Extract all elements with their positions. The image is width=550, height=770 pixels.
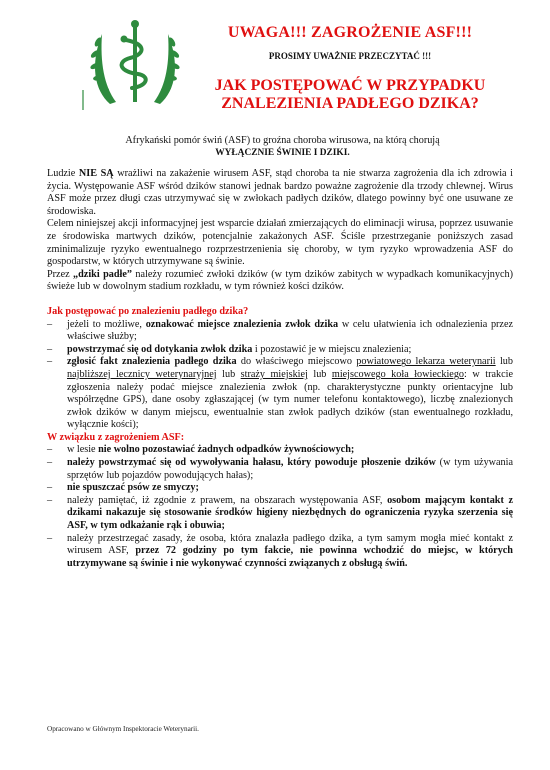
main-content [47,168,513,570]
list-item [47,495,513,533]
text-underlined: powiatowego lekarza weterynarii [356,356,496,368]
text: (w tym używania sprzętów lub pojazdów powodujących hałas); [67,457,513,481]
text-underlined: straży miejskiej [240,368,308,380]
dash-bullet: – [47,318,53,330]
text-bold: nie wolno pozostawiać żadnych odpadków żywnościowych; [98,444,355,456]
read-carefully-subtitle: PROSIMY UWAŻNIE PRZECZYTAĆ !!! [268,51,432,61]
section-heading-what-to-do: Jak postępować po znalezieniu padłego dzika? [47,305,249,317]
text-underlined: miejscowego koła łowieckiego [331,368,465,380]
text-underlined: najbliższej lecznicy weterynaryjnej [67,368,217,380]
text: lub [495,356,513,368]
text: lub [216,368,241,380]
list-item [47,482,513,495]
text: jeżeli to możliwe, [67,318,146,330]
text: lub [307,368,332,380]
text-bold: oznakować miejsce znalezienia zwłok dzika [145,318,339,330]
text-bold: zgłosić fakt znalezienia padłego dzika [67,356,237,368]
dash-bullet: – [47,532,53,544]
text-bold: nie spuszczać psów ze smyczy; [67,482,199,494]
list-item [47,319,513,344]
dash-bullet: – [47,457,53,469]
question-line-1: JAK POSTĘPOWAĆ W PRZYPADKU [214,77,486,94]
list-item [47,344,513,357]
paragraph-dead-boar-definition [47,269,513,294]
section-heading-asf-threat: W związku z zagrożeniem ASF: [47,431,185,443]
intro-paragraph [55,134,510,160]
dash-bullet: – [47,343,53,355]
text: do właściwego miejscowo [236,356,357,368]
what-to-do-list [47,319,513,432]
intro-line-1: Afrykański pomór świń (ASF) to groźna choroba wirusowa, na którą chorują [125,135,440,146]
list-item [47,533,513,571]
list-item [47,356,513,432]
asf-threat-list [47,444,513,570]
warning-title: UWAGA!!! ZAGROŻENIE ASF!!! [227,24,473,41]
paragraph-humans-not-susceptible [47,168,513,218]
text: należy przestrzegać zasady, że osoba, która znalazła padłego dzika, a tym samym mogła mieć kontakt z wirusem ASF, [67,532,513,557]
text: : w trakcie zgłoszenia należy podać miejsce znalezienia zwłok (np. charakterystyczne punkty orientacyjne lub współrzędne GPS), dane osoby zgłaszającej (w tym numer telefonu kontaktowego), liczbę znalezionych zwłok dzików w danym miejscu, ewentualnie stan zwłok padłych dzików (stan ewentualnego rozkładu, wyłącznie kości); [67,368,513,431]
dash-bullet: – [47,494,53,506]
paragraph-campaign-goal: Celem niniejszej akcji informacyjnej jest wsparcie działań zmierzających do eliminacji wirusa, poprzez usuwanie ze środowiska martwych dzików, potencjalnie zakażonych ASF. Ściśle przestrzeganie poniższych zasad zminimalizuje ryzyko ewentualnego rozprzestrzenienia się choroby, w tym ryzyko wprowadzenia ASF do gospodarstw, w których utrzymywane są świnie. [47,218,513,268]
question-line-2: ZNALEZIENIA PADŁEGO DZIKA? [221,95,479,112]
footer-credit: Opracowano w Głównym Inspektoracie Weterynarii. [47,725,199,733]
text: wrażliwi na zakażenie wirusem ASF, stąd choroba ta nie stwarza zagrożenia dla ich zdrowia i życia. Występowanie ASF wśród dzików stanowi jednak bardzo poważne zagrożenie dla trzody chlewnej. Wirus ASF może przez długi czas utrzymywać się w zwłokach padłych dzików, dlatego powinny być one usuwane ze środowiska. [47,168,514,217]
text: należy rozumieć zwłoki dzików (w tym dzików zabitych w wypadkach komunikacyjnych) świeże lub w dowolnym stadium rozkładu, w tym również kości dzików. [47,268,513,293]
main-question-heading [190,77,510,113]
dash-bullet: – [47,482,53,494]
list-item [47,457,513,482]
text: w lesie [67,444,99,456]
text: i pozostawić je w miejscu znalezienia; [252,343,412,355]
intro-line-2: WYŁĄCZNIE ŚWINIE I DZIKI. [215,148,350,158]
text: w celu ułatwienia ich odnalezienia przez właściwe służby; [67,318,514,343]
text-bold: osobom mającym kontakt z dzikami nakazuje się stosowanie środków higieny niezbędnych do ograniczenia ryzyka szerzenia się ASF, w tym odkażanie rąk i obuwia; [67,494,513,532]
text: Przez [47,268,74,280]
list-item [47,444,513,457]
text-bold: NIE SĄ [78,168,114,179]
dash-bullet: – [47,444,53,456]
veterinary-logo-icon [80,12,190,112]
text-bold: należy powstrzymać się od wywoływania hałasu, który powoduje płoszenie dzików [67,457,436,469]
text-bold: powstrzymać się od dotykania zwłok dzika [67,343,253,355]
text-bold: „dziki padłe” [73,268,132,280]
text-bold: przez 72 godziny po tym fakcie, nie powinna wchodzić do miejsc, w których utrzymywane są świnie i nie wykonywać czynności związanych z obsługą świń. [67,545,513,569]
text: należy pamiętać, iż zgodnie z prawem, na obszarach występowania ASF, [67,494,388,506]
dash-bullet: – [47,356,53,368]
text: Ludzie [47,168,79,179]
